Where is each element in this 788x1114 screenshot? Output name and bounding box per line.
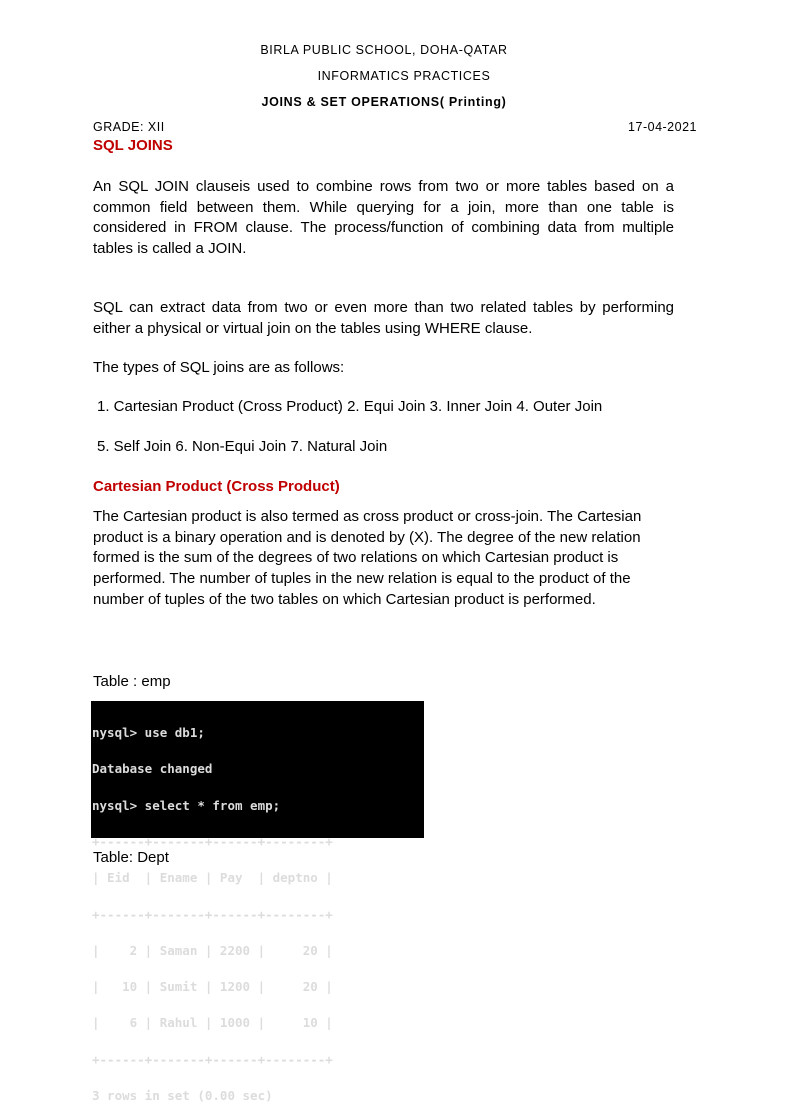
join-types-line-1: 1. Cartesian Product (Cross Product) 2. Equi Join 3. Inner Join 4. Outer Join xyxy=(97,398,603,415)
topic-title: JOINS & SET OPERATIONS( Printing) xyxy=(261,95,507,109)
cartesian-product-heading: Cartesian Product (Cross Product) xyxy=(93,478,340,495)
table-dept-label: Table: Dept xyxy=(93,849,169,866)
join-types-line-2: 5. Self Join 6. Non-Equi Join 7. Natural Join xyxy=(97,438,388,455)
cartesian-product-paragraph: The Cartesian product is also termed as cross product or cross-join. The Cartesian product is a binary operation and is denoted by (X). The degree of the new relation formed is the sum of the degrees of two relations on which Cartesian product is performed. The number of tuples in the new relation is equal to the product of the number of tuples of the two tables on which Cartesian product is performed. xyxy=(93,508,642,608)
console-line: +------+-------+------+--------+ xyxy=(92,906,333,922)
console-line: 3 rows in set (0.00 sec) xyxy=(92,1088,273,1103)
console-line: +------+-------+------+--------+ xyxy=(92,834,333,850)
subject-title: INFORMATICS PRACTICES xyxy=(317,69,491,83)
date-label: 17-04-2021 xyxy=(628,120,697,134)
grade-label: GRADE: XII xyxy=(93,120,165,134)
console-line: nysql> select * from emp; xyxy=(92,797,281,813)
join-types-intro: The types of SQL joins are as follows: xyxy=(93,359,345,376)
console-line: | 10 | Sumit | 1200 | 20 | xyxy=(92,979,333,995)
console-line: +------+-------+------+--------+ xyxy=(92,1051,333,1067)
sql-extract-paragraph: SQL can extract data from two or even more than two related tables by performing either a physical or virtual join on the tables using WHERE clause. xyxy=(93,299,674,337)
school-name: BIRLA PUBLIC SCHOOL, DOHA-QATAR xyxy=(260,43,508,57)
sql-join-definition-paragraph: An SQL JOIN clauseis used to combine rows from two or more tables based on a common field between them. While querying for a join, more than one table is considered in FROM clause. The process/function of combining data from multiple tables is called a JOIN. xyxy=(93,178,674,258)
sql-joins-heading: SQL JOINS xyxy=(93,137,173,154)
table-emp-label: Table : emp xyxy=(93,673,171,690)
console-line: Database changed xyxy=(92,761,213,777)
console-line: | Eid | Ename | Pay | deptno | xyxy=(92,870,333,886)
console-line: | 6 | Rahul | 1000 | 10 | xyxy=(92,1015,333,1031)
console-line: nysql> use db1; xyxy=(92,725,205,741)
console-line: | 2 | Saman | 2200 | 20 | xyxy=(92,942,333,958)
